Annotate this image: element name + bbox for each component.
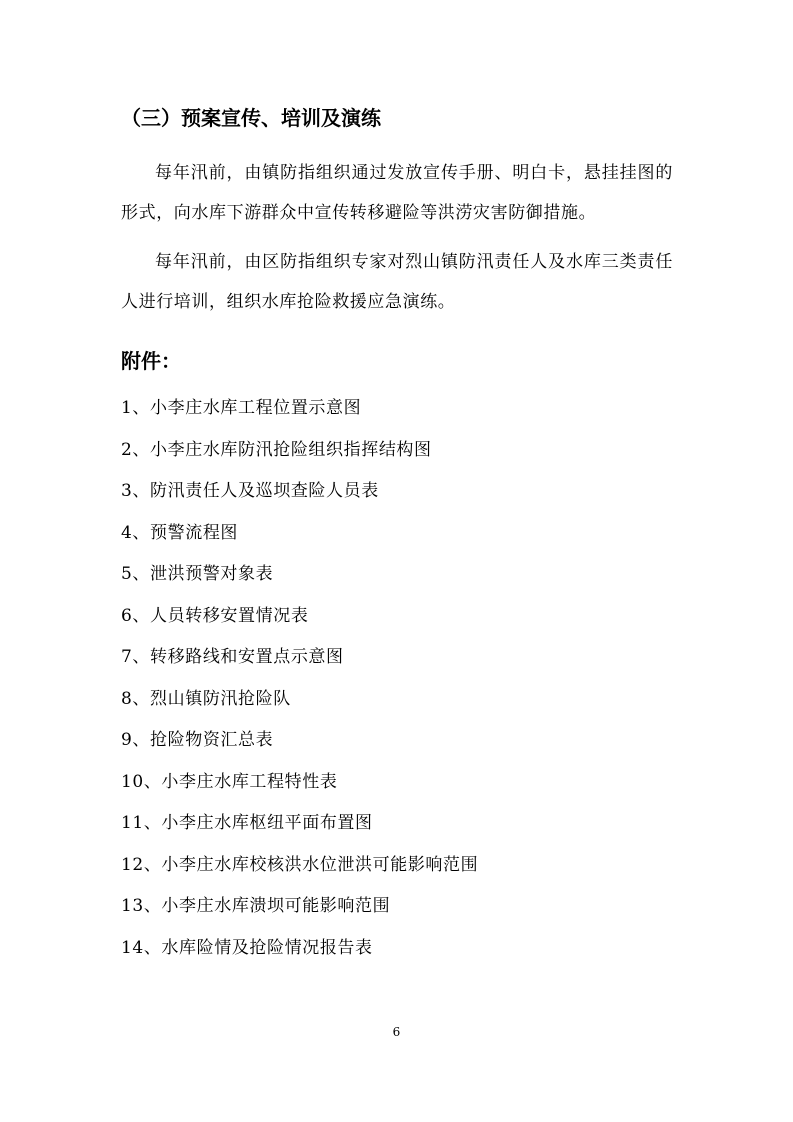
attachment-item: 10、小李庄水库工程特性表 <box>121 771 338 792</box>
attachment-item: 8、烈山镇防汛抢险队 <box>121 688 291 709</box>
attachment-item: 3、防汛责任人及巡坝查险人员表 <box>121 481 379 501</box>
attachment-item: 5、泄洪预警对象表 <box>121 564 274 584</box>
attachment-item: 4、预警流程图 <box>121 522 239 543</box>
attachment-item: 12、小李庄水库校核洪水位泄洪可能影响范围 <box>121 854 479 875</box>
body-paragraph-training: 每年汛前，由区防指组织专家对烈山镇防汛责任人及水库三类责任人进行培训，组织水库抢险救援应急演练。 <box>121 252 673 312</box>
attachment-item: 14、水库险情及抢险情况报告表 <box>121 937 373 958</box>
attachments-heading: 附件： <box>121 349 181 373</box>
attachment-list <box>121 388 681 969</box>
attachment-item: 6、人员转移安置情况表 <box>121 605 309 626</box>
attachment-item: 1、小李庄水库工程位置示意图 <box>121 398 362 418</box>
page-number: 6 <box>392 1025 401 1039</box>
attachment-item: 9、抢险物资汇总表 <box>121 730 274 750</box>
section-heading: （三）预案宣传、培训及演练 <box>121 106 381 130</box>
body-paragraph-publicity: 每年汛前，由镇防指组织通过发放宣传手册、明白卡，悬挂挂图的形式，向水库下游群众中宣传转移避险等洪涝灾害防御措施。 <box>121 163 673 223</box>
attachment-item: 2、小李庄水库防汛抢险组织指挥结构图 <box>121 439 432 460</box>
attachment-item: 7、转移路线和安置点示意图 <box>121 647 344 667</box>
attachment-item: 11、小李庄水库枢纽平面布置图 <box>121 813 373 833</box>
attachment-item: 13、小李庄水库溃坝可能影响范围 <box>121 896 391 916</box>
